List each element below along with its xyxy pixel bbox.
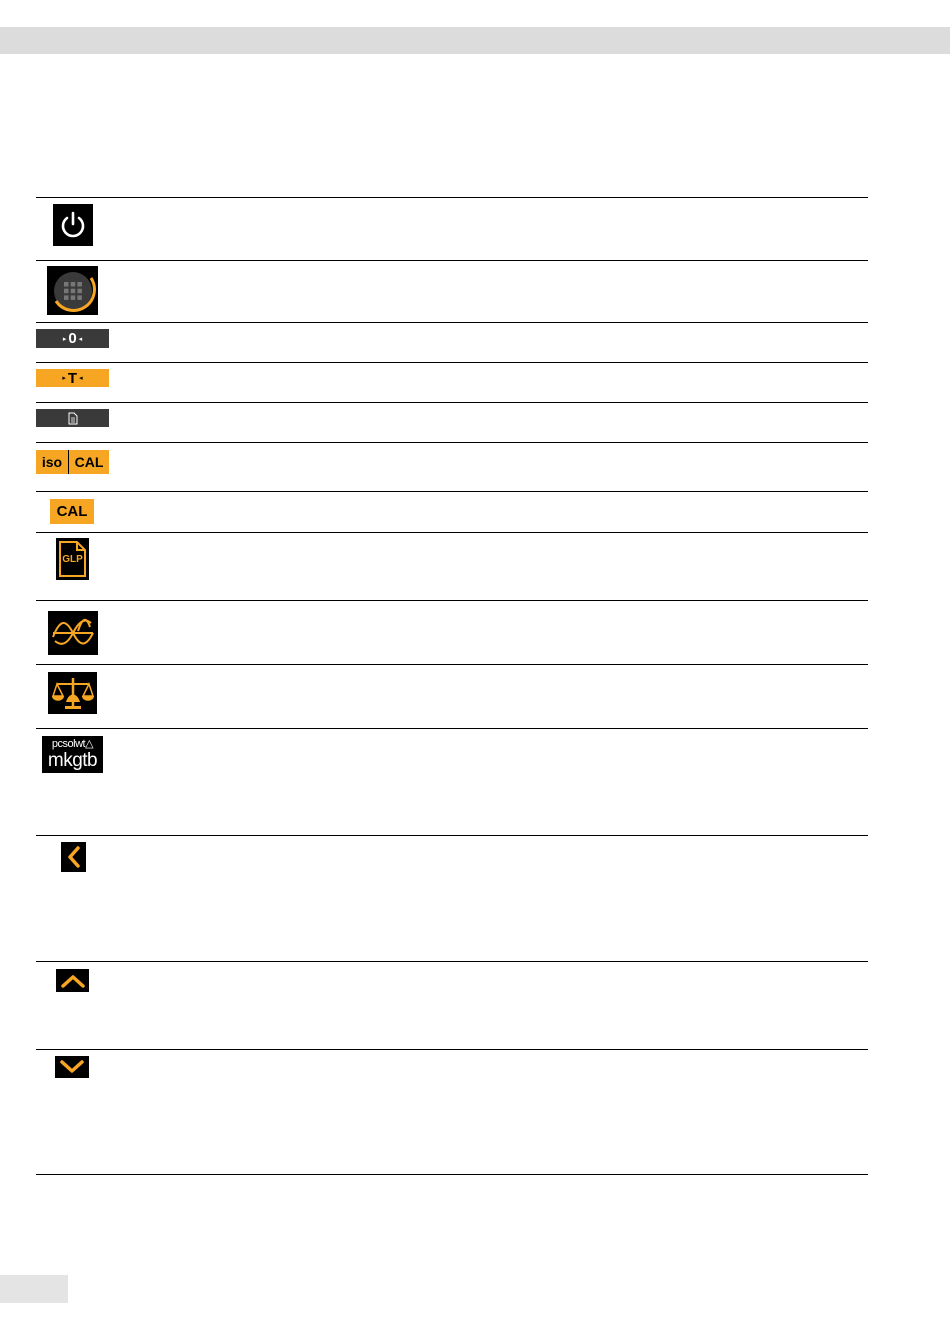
table-row-legal: [36, 664, 868, 728]
table-row-isocal: [36, 442, 868, 491]
table-row-down: [36, 1049, 868, 1175]
tare-key-label: T: [67, 369, 78, 387]
glp-document-icon: [56, 538, 89, 580]
page-number-box: [0, 1275, 68, 1303]
chevron-up-icon: [56, 969, 89, 992]
table-row-filter: [36, 600, 868, 664]
units-top-label: pcsolwt△: [51, 738, 94, 750]
table-row-power: [36, 197, 868, 260]
units-icon: [42, 736, 103, 773]
table-row-tare: [36, 362, 868, 402]
table-row-apps: [36, 260, 868, 322]
power-icon: [53, 204, 93, 246]
iso-cal-label: CAL: [74, 454, 104, 470]
table-row-cal: [36, 491, 868, 532]
tare-key-icon: ▸ T ◂: [36, 369, 109, 387]
units-bottom-label: mkgtb: [47, 750, 98, 771]
glp-label: GLP: [62, 554, 83, 565]
table-row-back: [36, 835, 868, 961]
zero-key-label: 0: [68, 330, 77, 347]
filter-wave-icon: [48, 611, 98, 655]
page-header-bar: [0, 27, 950, 54]
icon-table: [36, 197, 868, 1175]
chevron-down-icon: [55, 1056, 89, 1078]
legal-for-trade-scale-icon: [48, 672, 97, 714]
cal-key-icon: [50, 499, 94, 524]
table-row-print: [36, 402, 868, 442]
table-row-up: [36, 961, 868, 1049]
chevron-left-icon: [61, 842, 86, 872]
table-row-zero: [36, 322, 868, 362]
cal-label: CAL: [56, 503, 88, 520]
iso-label: iso: [41, 454, 63, 470]
apps-menu-icon: [47, 266, 98, 315]
table-row-units: [36, 728, 868, 835]
zero-key-icon: ▸ 0 ◂: [36, 329, 109, 348]
table-row-glp: [36, 532, 868, 600]
iso-cal-key-icon: [36, 450, 109, 474]
print-key-icon: [36, 409, 109, 427]
